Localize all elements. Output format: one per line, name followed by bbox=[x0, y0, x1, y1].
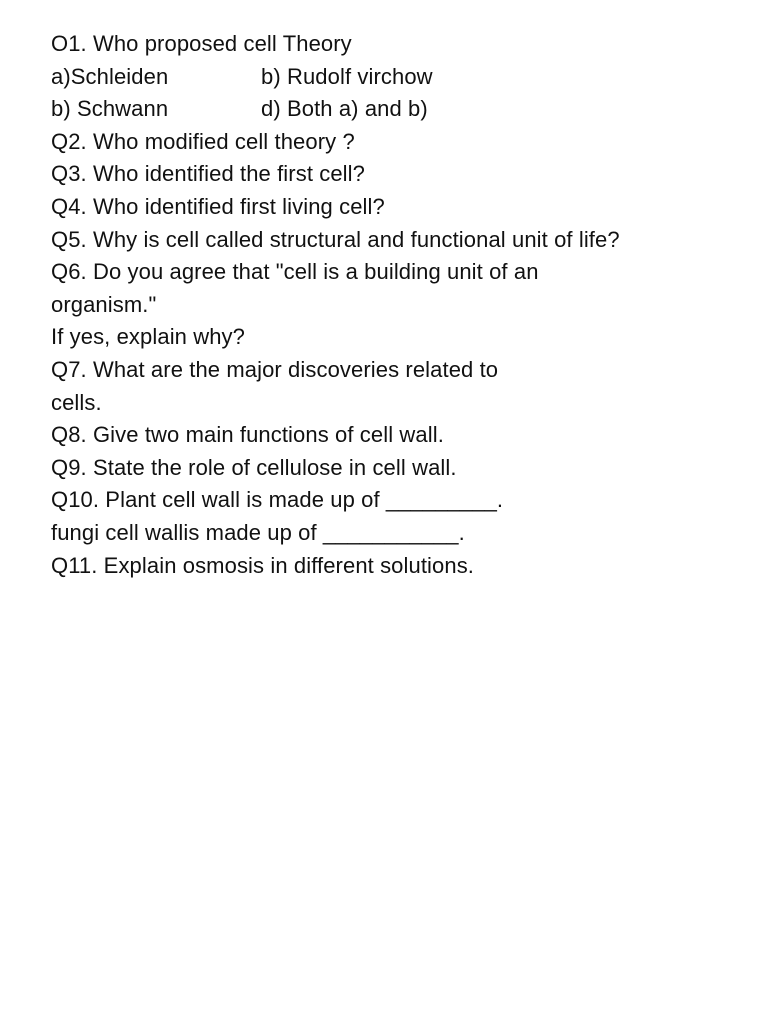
option-b-rudolf: b) Rudolf virchow bbox=[261, 63, 433, 89]
question-8: Q8. Give two main functions of cell wall. bbox=[51, 422, 444, 448]
question-4: Q4. Who identified first living cell? bbox=[51, 193, 385, 219]
question-1: O1. Who proposed cell Theory bbox=[51, 31, 352, 56]
question-1-options-row-2 bbox=[51, 93, 751, 126]
question-7: Q7. What are the major discoveries related to bbox=[51, 356, 499, 382]
question-6: Q6. Do you agree that "cell is a building unit of an bbox=[51, 259, 539, 285]
question-11: Q11. Explain osmosis in different solutions. bbox=[51, 552, 475, 578]
question-3: Q3. Who identified the first cell? bbox=[51, 161, 365, 187]
question-1-options-row-1 bbox=[51, 61, 751, 94]
question-6-followup: If yes, explain why? bbox=[51, 324, 245, 350]
question-6-continued: organism." bbox=[51, 291, 157, 317]
question-sheet bbox=[51, 28, 751, 582]
option-b-schwann: b) Schwann bbox=[51, 96, 169, 122]
option-a: a)Schleiden bbox=[51, 63, 169, 89]
question-10-continued: fungi cell wallis made up of ___________. bbox=[51, 519, 465, 545]
question-9: Q9. State the role of cellulose in cell wall. bbox=[51, 454, 457, 480]
question-5: Q5. Why is cell called structural and functional unit of life? bbox=[51, 226, 620, 252]
question-10: Q10. Plant cell wall is made up of _________. bbox=[51, 487, 504, 513]
question-7-continued: cells. bbox=[51, 389, 102, 415]
question-2: Q2. Who modified cell theory ? bbox=[51, 128, 355, 154]
option-d: d) Both a) and b) bbox=[261, 96, 428, 122]
